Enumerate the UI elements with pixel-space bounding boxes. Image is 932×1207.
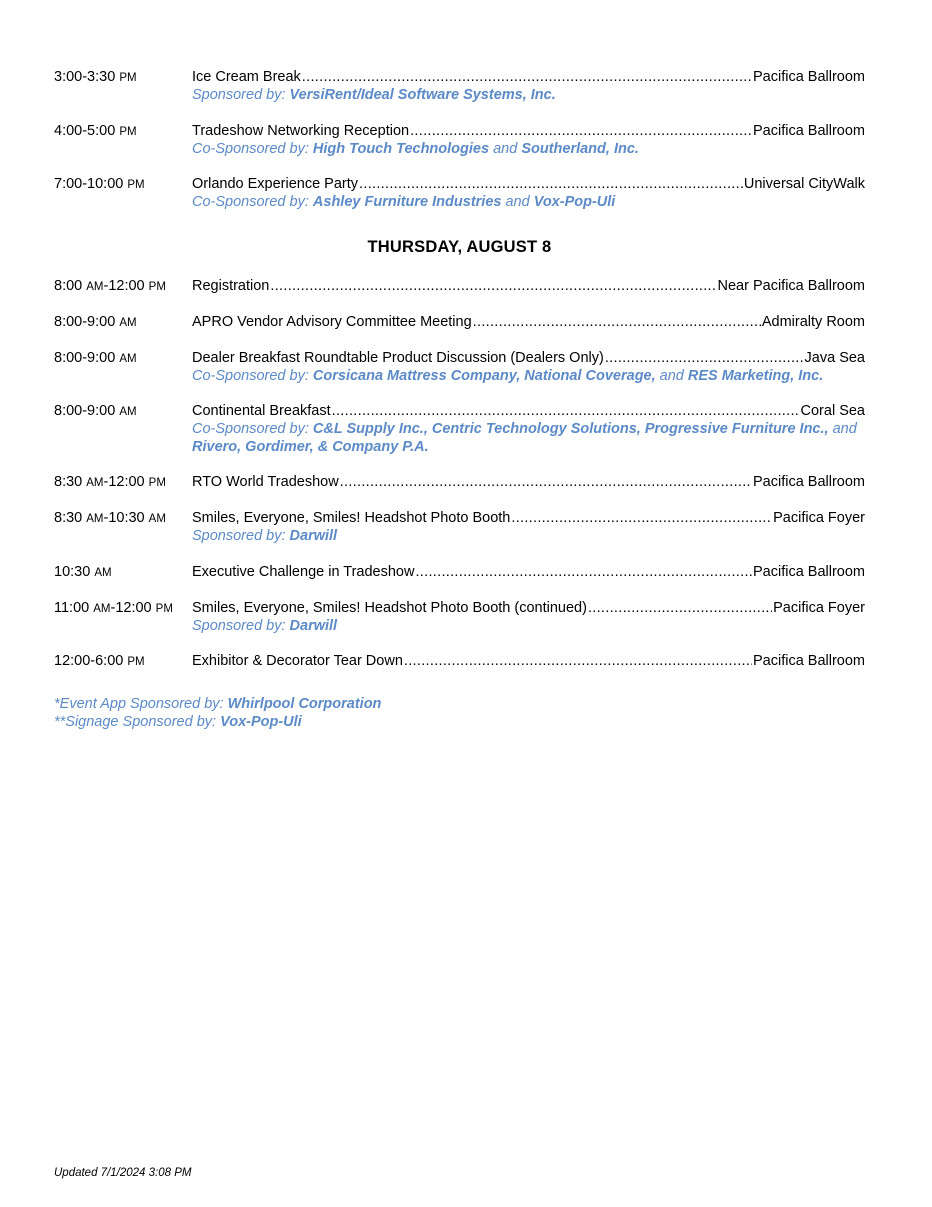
- dot-leader: [340, 474, 752, 491]
- sponsor-prefix: Co-Sponsored by:: [192, 141, 313, 157]
- sponsor-name: Rivero, Gordimer, & Company P.A.: [192, 438, 429, 455]
- entry-detail: [192, 564, 865, 582]
- sponsor-name: Darwill: [289, 528, 338, 544]
- entry-title: Tradeshow Networking Reception: [192, 123, 410, 139]
- dot-leader: [270, 278, 716, 295]
- time-digits: 8:30: [54, 510, 87, 526]
- sponsor-prefix: Co-Sponsored by:: [192, 421, 313, 437]
- dot-leader: [404, 653, 752, 670]
- sponsor-conjunction: and: [501, 194, 534, 210]
- sponsor-conjunction: and: [655, 368, 688, 384]
- dot-leader: [332, 403, 800, 420]
- entry-time: [54, 176, 192, 194]
- sponsor-prefix: Sponsored by:: [192, 87, 290, 103]
- time-digits: 4:00-5:00: [54, 123, 120, 139]
- schedule-entry: [54, 474, 865, 492]
- schedule-entry: [54, 510, 865, 546]
- entry-row: [54, 123, 865, 141]
- entry-location: Near Pacifica Ballroom: [717, 278, 865, 294]
- time-meridiem: AM: [119, 406, 137, 418]
- time-meridiem: AM: [119, 353, 137, 365]
- schedule-entry: [54, 123, 865, 159]
- sponsor-name: RES Marketing, Inc.: [687, 368, 824, 384]
- sponsor-name: VersiRent/Ideal Software Systems, Inc.: [289, 87, 556, 103]
- schedule-entry: [54, 350, 865, 386]
- updated-timestamp: Updated 7/1/2024 3:08 PM: [54, 1167, 192, 1179]
- sponsor-name: Darwill: [289, 618, 338, 634]
- entry-row: [54, 314, 865, 332]
- time-meridiem: AM: [148, 513, 166, 525]
- time-digits: -12:00: [103, 474, 149, 490]
- time-meridiem: PM: [148, 477, 166, 489]
- entry-detail: [192, 510, 865, 528]
- time-meridiem: PM: [148, 281, 166, 293]
- dot-leader: [302, 69, 752, 86]
- entry-title: Exhibitor & Decorator Tear Down: [192, 653, 403, 669]
- schedule-entry: [54, 600, 865, 636]
- time-meridiem: PM: [127, 656, 145, 668]
- time-digits: 12:00-6:00: [54, 653, 128, 669]
- entry-location: Pacifica Foyer: [773, 510, 865, 526]
- note-sponsor-name: Vox-Pop-Uli: [220, 714, 302, 730]
- dot-leader: [605, 350, 804, 367]
- entry-location: Pacifica Foyer: [773, 600, 865, 616]
- entry-row: [54, 510, 865, 528]
- entry-row: [54, 278, 865, 296]
- entry-row: [54, 403, 865, 421]
- entry-row: [54, 176, 865, 194]
- sponsor-conjunction: and: [489, 141, 522, 157]
- entry-row: [54, 564, 865, 582]
- schedule-entry: [54, 69, 865, 105]
- entry-location: Pacifica Ballroom: [752, 474, 865, 490]
- time-digits: 3:00-3:30: [54, 69, 120, 85]
- sponsor-name: Corsicana Mattress Company, National Coverage,: [312, 368, 656, 384]
- entry-detail: [192, 123, 865, 141]
- entry-sponsor: [192, 368, 865, 386]
- entry-title: Executive Challenge in Tradeshow: [192, 564, 415, 580]
- time-meridiem: AM: [86, 513, 104, 525]
- sponsor-conjunction: and: [828, 421, 857, 437]
- entry-title: Dealer Breakfast Roundtable Product Discussion (Dealers Only): [192, 350, 604, 366]
- entry-time: [54, 314, 192, 332]
- entry-time: [54, 474, 192, 492]
- sponsor-prefix: Co-Sponsored by:: [192, 368, 313, 384]
- entry-location: Pacifica Ballroom: [752, 123, 865, 139]
- entry-row: [54, 474, 865, 492]
- entry-time: [54, 123, 192, 141]
- entry-time: [54, 278, 192, 296]
- dot-leader: [588, 600, 772, 617]
- note-prefix: **Signage Sponsored by:: [54, 714, 221, 730]
- entry-sponsor: [192, 194, 865, 212]
- time-meridiem: AM: [94, 567, 112, 579]
- entry-detail: [192, 69, 865, 87]
- schedule-entry: [54, 314, 865, 332]
- entry-location: Java Sea: [804, 350, 865, 366]
- time-digits: 8:00-9:00: [54, 350, 120, 366]
- sponsor-note: [54, 696, 381, 714]
- entry-location: Pacifica Ballroom: [752, 564, 865, 580]
- time-meridiem: PM: [127, 179, 145, 191]
- day-heading: THURSDAY, AUGUST 8: [367, 238, 552, 256]
- entry-detail: [192, 403, 865, 421]
- entry-time: [54, 600, 192, 618]
- note-prefix: *Event App Sponsored by:: [54, 696, 228, 712]
- time-meridiem: PM: [119, 126, 137, 138]
- sponsor-name: Ashley Furniture Industries: [312, 194, 502, 210]
- schedule-entry: [54, 278, 865, 296]
- entry-detail: [192, 600, 865, 618]
- time-digits: 8:00-9:00: [54, 314, 120, 330]
- schedule-entry: [54, 403, 865, 456]
- schedule-entry: [54, 564, 865, 582]
- entry-detail: [192, 653, 865, 671]
- entry-time: [54, 350, 192, 368]
- time-meridiem: PM: [119, 72, 137, 84]
- entry-sponsor: [192, 141, 865, 159]
- dot-leader: [473, 314, 761, 331]
- time-meridiem: AM: [86, 477, 104, 489]
- schedule-entry: [54, 176, 865, 212]
- time-digits: 8:00: [54, 278, 87, 294]
- time-digits: 11:00: [54, 600, 94, 616]
- time-meridiem: AM: [86, 281, 104, 293]
- time-digits: 7:00-10:00: [54, 176, 128, 192]
- entry-title: Orlando Experience Party: [192, 176, 359, 192]
- dot-leader: [359, 176, 743, 193]
- entry-sponsor: [192, 618, 865, 636]
- entry-title: Smiles, Everyone, Smiles! Headshot Photo Booth: [192, 510, 511, 526]
- entry-sponsor: [192, 528, 865, 546]
- sponsor-name: Vox-Pop-Uli: [533, 194, 616, 210]
- entry-title: Registration: [192, 278, 270, 294]
- time-digits: 10:30: [54, 564, 95, 580]
- entry-row: [54, 653, 865, 671]
- time-meridiem: PM: [155, 603, 173, 615]
- time-digits: 8:30: [54, 474, 87, 490]
- entry-time: [54, 510, 192, 528]
- sponsor-name: High Touch Technologies: [312, 141, 490, 157]
- entry-row: [54, 69, 865, 87]
- entry-title: Smiles, Everyone, Smiles! Headshot Photo Booth (continued): [192, 600, 587, 616]
- entry-title: APRO Vendor Advisory Committee Meeting: [192, 314, 472, 330]
- time-digits: -10:30: [103, 510, 149, 526]
- entry-detail: [192, 278, 865, 296]
- entry-detail: [192, 176, 865, 194]
- entry-location: Pacifica Ballroom: [752, 653, 865, 669]
- sponsor-prefix: Sponsored by:: [192, 618, 290, 634]
- entry-row: [54, 600, 865, 618]
- entry-row: [54, 350, 865, 368]
- entry-time: [54, 69, 192, 87]
- time-digits: 8:00-9:00: [54, 403, 120, 419]
- entry-sponsor: [192, 87, 865, 105]
- entry-title: RTO World Tradeshow: [192, 474, 339, 490]
- sponsor-prefix: Sponsored by:: [192, 528, 290, 544]
- sponsor-prefix: Co-Sponsored by:: [192, 194, 313, 210]
- time-digits: -12:00: [110, 600, 156, 616]
- entry-location: Pacifica Ballroom: [752, 69, 865, 85]
- time-meridiem: AM: [93, 603, 111, 615]
- sponsor-name: C&L Supply Inc., Centric Technology Solutions, Progressive Furniture Inc.,: [312, 421, 829, 437]
- entry-time: [54, 653, 192, 671]
- entry-detail: [192, 314, 865, 332]
- entry-time: [54, 564, 192, 582]
- entry-location: Coral Sea: [800, 403, 865, 419]
- entry-sponsor: [192, 421, 865, 456]
- entry-title: Continental Breakfast: [192, 403, 331, 419]
- entry-time: [54, 403, 192, 421]
- dot-leader: [415, 564, 752, 581]
- sponsor-name: Southerland, Inc.: [521, 141, 639, 157]
- time-digits: -12:00: [103, 278, 149, 294]
- dot-leader: [511, 510, 772, 527]
- entry-location: Universal CityWalk: [743, 176, 865, 192]
- note-sponsor-name: Whirlpool Corporation: [227, 696, 382, 712]
- entry-location: Admiralty Room: [761, 314, 865, 330]
- entry-detail: [192, 474, 865, 492]
- time-meridiem: AM: [119, 317, 137, 329]
- dot-leader: [410, 123, 752, 140]
- schedule-entry: [54, 653, 865, 671]
- entry-detail: [192, 350, 865, 368]
- entry-title: Ice Cream Break: [192, 69, 301, 85]
- sponsor-note: [54, 714, 302, 732]
